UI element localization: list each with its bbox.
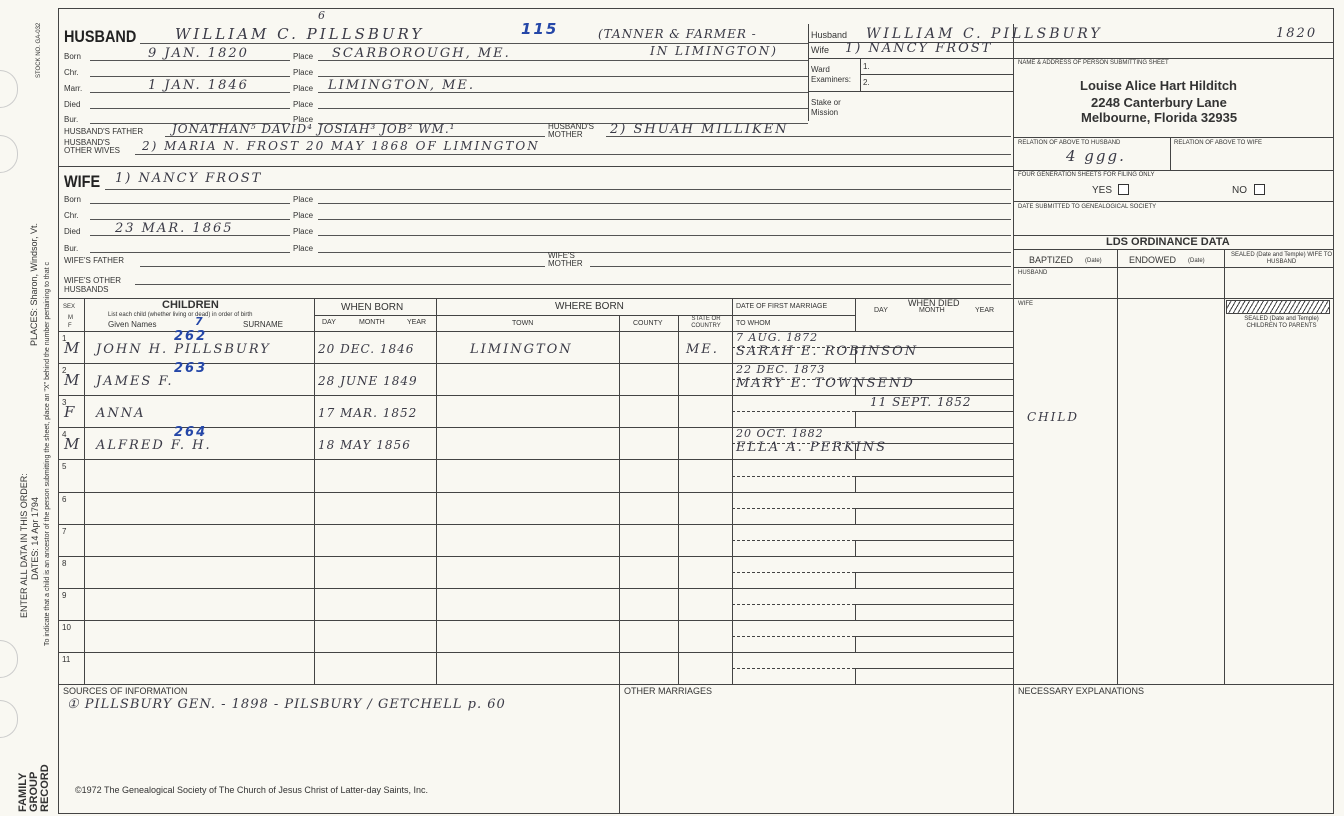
wife-father-label: WIFE'S FATHER [64, 256, 125, 265]
no-label: NO [1232, 185, 1247, 196]
died-line-tick [855, 572, 856, 588]
died-line [855, 411, 1013, 412]
yes-label: YES [1092, 185, 1113, 196]
wife-mother-label: WIFE'S MOTHER [548, 251, 583, 268]
husband-bur-label: Bur. [64, 115, 79, 124]
place-label: Place [293, 100, 314, 109]
stake-mission-label: Stake or Mission [811, 98, 841, 117]
child-id-number: 264 [174, 425, 208, 441]
place-label: Place [293, 211, 314, 220]
form-title: FAMILY GROUP RECORD [17, 764, 51, 812]
husband-mother: 2) SHUAH MILLIKEN [610, 122, 789, 137]
husband-died-label: Died [64, 100, 81, 109]
sex-header: SEX [63, 304, 76, 310]
died-line-tick [855, 540, 856, 556]
stock-number: STOCK NO. GA-032 [36, 22, 42, 78]
punch-hole [0, 640, 18, 678]
husband-label-right: Husband [811, 30, 848, 40]
place-label: Place [293, 52, 314, 61]
died-line [855, 476, 1013, 477]
row-number: 11 [62, 655, 71, 664]
first-marriage-label: DATE OF FIRST MARRIAGE [736, 303, 828, 310]
row-number: 5 [62, 462, 67, 472]
husband-id-number: 115 [521, 20, 559, 38]
marriage-dashed-line [732, 411, 855, 412]
row-divider [58, 524, 1013, 525]
died-line [855, 668, 1013, 669]
child-name: ANNA [96, 406, 146, 422]
child-sex: M [64, 371, 82, 390]
row-wife-label: WIFE [1018, 301, 1033, 307]
row-number: 2 [62, 366, 67, 376]
child-sex: M [64, 435, 82, 454]
died-year-label: YEAR [975, 307, 995, 314]
wife-label-right: Wife [811, 45, 829, 55]
explanations-label: NECESSARY EXPLANATIONS [1018, 686, 1145, 696]
state-label: STATE OR COUNTRY [691, 316, 721, 329]
wife-born-label: Born [64, 195, 81, 204]
died-line [855, 604, 1013, 605]
husband-year-right: 1820 [1276, 26, 1318, 41]
no-checkbox[interactable] [1254, 184, 1265, 195]
endowed-date-label: (Date) [1188, 258, 1205, 264]
husband-father-label: HUSBAND'S FATHER [64, 127, 144, 136]
sex-mf: M F [68, 315, 73, 329]
child-death-date: 11 SEPT. 1852 [870, 395, 972, 410]
row-number: 7 [62, 526, 67, 536]
marriage-dashed-line [732, 508, 855, 509]
child-sex: F [64, 403, 77, 422]
examiners-label: Examiners: [811, 75, 852, 84]
child-spouse: MARY E. TOWNSEND [736, 376, 915, 392]
child-birth-state: ME. [686, 342, 719, 357]
child-birth-date: 20 DEC. 1846 [318, 342, 415, 356]
child-birth-date: 18 MAY 1856 [318, 438, 411, 453]
ward-label: Ward [811, 65, 830, 74]
husband-name: WILLIAM C. PILLSBURY [175, 25, 425, 43]
row-number: 4 [62, 430, 67, 440]
place-label: Place [293, 68, 314, 77]
marriage-dashed-line [732, 636, 855, 637]
husband-born-date: 9 JAN. 1820 [148, 46, 249, 61]
died-line [855, 540, 1013, 541]
died-line-tick [855, 508, 856, 524]
child-id-number: 263 [174, 361, 208, 377]
husband-heading: HUSBAND [64, 27, 137, 46]
wife-name: 1) NANCY FROST [115, 171, 263, 186]
child-marriage-date: 22 DEC. 1873 [736, 363, 826, 377]
wife-heading: WIFE [64, 172, 101, 191]
baptized-label: BAPTIZED [1029, 255, 1074, 265]
row-number: 1 [62, 334, 67, 343]
marriage-dashed-line [732, 668, 855, 669]
row-number: 8 [62, 558, 67, 568]
marriage-dashed-line [732, 476, 855, 477]
row-divider [58, 556, 1013, 557]
died-line [855, 572, 1013, 573]
town-label: TOWN [512, 320, 534, 327]
husband-mother-label: HUSBAND'S MOTHER [548, 122, 594, 139]
husband-occupation-place: IN LIMINGTON) [650, 44, 778, 58]
surname-label: SURNAME [243, 320, 284, 329]
row-divider [58, 588, 1013, 589]
husband-born-place: SCARBOROUGH, ME. [332, 46, 511, 61]
where-born-header: WHERE BORN [555, 301, 624, 312]
relation-husband: 4 ggg. [1066, 147, 1126, 165]
row-number: 6 [62, 494, 67, 504]
children-header: CHILDREN [162, 299, 219, 311]
wife-died-date: 23 MAR. 1865 [115, 221, 234, 236]
submitter-street: 2248 Canterbury Lane [1091, 95, 1227, 110]
row-divider [58, 459, 1013, 460]
died-line-tick [855, 668, 856, 684]
husband-occupation: (TANNER & FARMER - [598, 27, 757, 41]
husband-other-wives: 2) MARIA N. FROST 20 MAY 1868 OF LIMINGTON [142, 139, 540, 153]
day-label: DAY [322, 319, 336, 326]
child-name: JOHN H. PILLSBURY [96, 342, 271, 357]
husband-superscript: 6 [318, 9, 327, 22]
child-birth-date: 17 MAR. 1852 [318, 406, 418, 421]
lds-title: LDS ORDINANCE DATA [1106, 236, 1230, 248]
row-number: 10 [62, 622, 71, 632]
submitter-name: Louise Alice Hart Hilditch [1080, 78, 1237, 93]
punch-hole [0, 700, 18, 738]
place-label: Place [293, 84, 314, 93]
sealed-hatch [1226, 300, 1330, 314]
dates-note: DATES: 14 Apr 1794 [30, 497, 40, 580]
seven-number: 7 [195, 315, 205, 328]
wife-bur-label: Bur. [64, 244, 79, 253]
when-died-header: WHEN DIED [908, 298, 960, 308]
relation-wife-label: RELATION OF ABOVE TO WIFE [1174, 140, 1263, 146]
endowed-label: ENDOWED [1129, 255, 1176, 265]
child-marriage-date: 7 AUG. 1872 [736, 331, 819, 344]
year-label: YEAR [407, 319, 427, 326]
month-label: MONTH [359, 319, 385, 326]
examiner-2: 2. [863, 78, 870, 87]
child-note: CHILD [1027, 410, 1079, 424]
place-label: Place [293, 227, 314, 236]
baptized-date-label: (Date) [1085, 258, 1102, 264]
row-divider [58, 492, 1013, 493]
husband-born-label: Born [64, 52, 81, 61]
punch-hole [0, 70, 18, 108]
child-spouse: SARAH E. ROBINSON [736, 344, 919, 359]
place-label: Place [293, 115, 314, 124]
husband-marr-date: 1 JAN. 1846 [148, 78, 249, 93]
child-birth-town: LIMINGTON [470, 342, 573, 357]
other-marriages-label: OTHER MARRIAGES [624, 686, 713, 696]
died-line-tick [855, 604, 856, 620]
died-line-tick [855, 636, 856, 652]
husband-chr-label: Chr. [64, 68, 79, 77]
relation-husband-label: RELATION OF ABOVE TO HUSBAND [1018, 140, 1121, 146]
husband-marr-place: LIMINGTON, ME. [328, 78, 476, 93]
child-birth-date: 28 JUNE 1849 [318, 374, 418, 389]
died-line-tick [855, 411, 856, 427]
child-name: JAMES F. [96, 374, 174, 390]
indicate-note: To indicate that a child is an ancestor of the person submitting the sheet, place an "X" behind the number pertaining to that c [44, 262, 51, 646]
row-divider [58, 652, 1013, 653]
given-names-label: Given Names [108, 320, 157, 329]
when-born-header: WHEN BORN [341, 302, 404, 313]
to-whom-label: TO WHOM [736, 320, 771, 327]
died-month-label: MONTH [919, 307, 945, 314]
wife-name-right: 1) NANCY FROST [845, 41, 993, 56]
punch-hole [0, 135, 18, 173]
husband-name-right: WILLIAM C. PILLSBURY [866, 26, 1103, 42]
husband-other-wives-label: HUSBAND'S OTHER WIVES [64, 138, 121, 155]
row-divider [58, 620, 1013, 621]
sealed-wife-label: SEALED (Date and Temple) WIFE TO HUSBAND [1230, 252, 1333, 265]
row-number: 3 [62, 398, 67, 408]
children-subheader: List each child (whether living or dead) in order of birth [108, 312, 253, 318]
enter-order-note: ENTER ALL DATA IN THIS ORDER: [19, 473, 29, 618]
row-number: 9 [62, 590, 67, 600]
marriage-dashed-line [732, 572, 855, 573]
child-marriage-date: 20 OCT. 1882 [736, 427, 824, 441]
child-sex: M [64, 339, 82, 357]
place-label: Place [293, 195, 314, 204]
died-line-tick [855, 476, 856, 492]
sources-text: ① PILLSBURY GEN. - 1898 - PILSBURY / GETCHELL p. 60 [67, 697, 506, 712]
sealed-children-label: SEALED (Date and Temple) CHILDREN TO PARENTS [1244, 316, 1319, 329]
wife-chr-label: Chr. [64, 211, 79, 220]
county-label: COUNTY [633, 320, 663, 327]
sources-label: SOURCES OF INFORMATION [63, 686, 188, 696]
submitter-label: NAME & ADDRESS OF PERSON SUBMITTING SHEET [1018, 60, 1169, 66]
date-submitted-label: DATE SUBMITTED TO GENEALOGICAL SOCIETY [1018, 204, 1157, 210]
wife-died-label: Died [64, 227, 81, 236]
copyright: ©1972 The Genealogical Society of The Church of Jesus Christ of Latter-day Saints, Inc. [75, 785, 428, 795]
died-day-label: DAY [874, 307, 888, 314]
submitter-city: Melbourne, Florida 32935 [1081, 110, 1238, 125]
row-husband-label: HUSBAND [1018, 270, 1048, 276]
marriage-dashed-line [732, 604, 855, 605]
husband-father: JONATHAN⁵ DAVID⁴ JOSIAH³ JOB² WM.¹ [172, 122, 456, 136]
marriage-dashed-line [732, 540, 855, 541]
examiner-1: 1. [863, 62, 870, 71]
four-generation-label: FOUR GENERATION SHEETS FOR FILING ONLY [1018, 172, 1155, 178]
wife-other-husbands-label: WIFE'S OTHER HUSBANDS [64, 276, 122, 294]
places-note: PLACES: Sharon, Windsor, Vt. [29, 222, 39, 346]
yes-checkbox[interactable] [1118, 184, 1129, 195]
died-line [855, 508, 1013, 509]
child-id-number: 262 [174, 329, 208, 344]
died-line [855, 636, 1013, 637]
child-spouse: ELLA A. PERKINS [736, 440, 888, 456]
place-label: Place [293, 244, 314, 253]
husband-marr-label: Marr. [64, 84, 83, 93]
child-name: ALFRED F. H. [96, 438, 212, 454]
